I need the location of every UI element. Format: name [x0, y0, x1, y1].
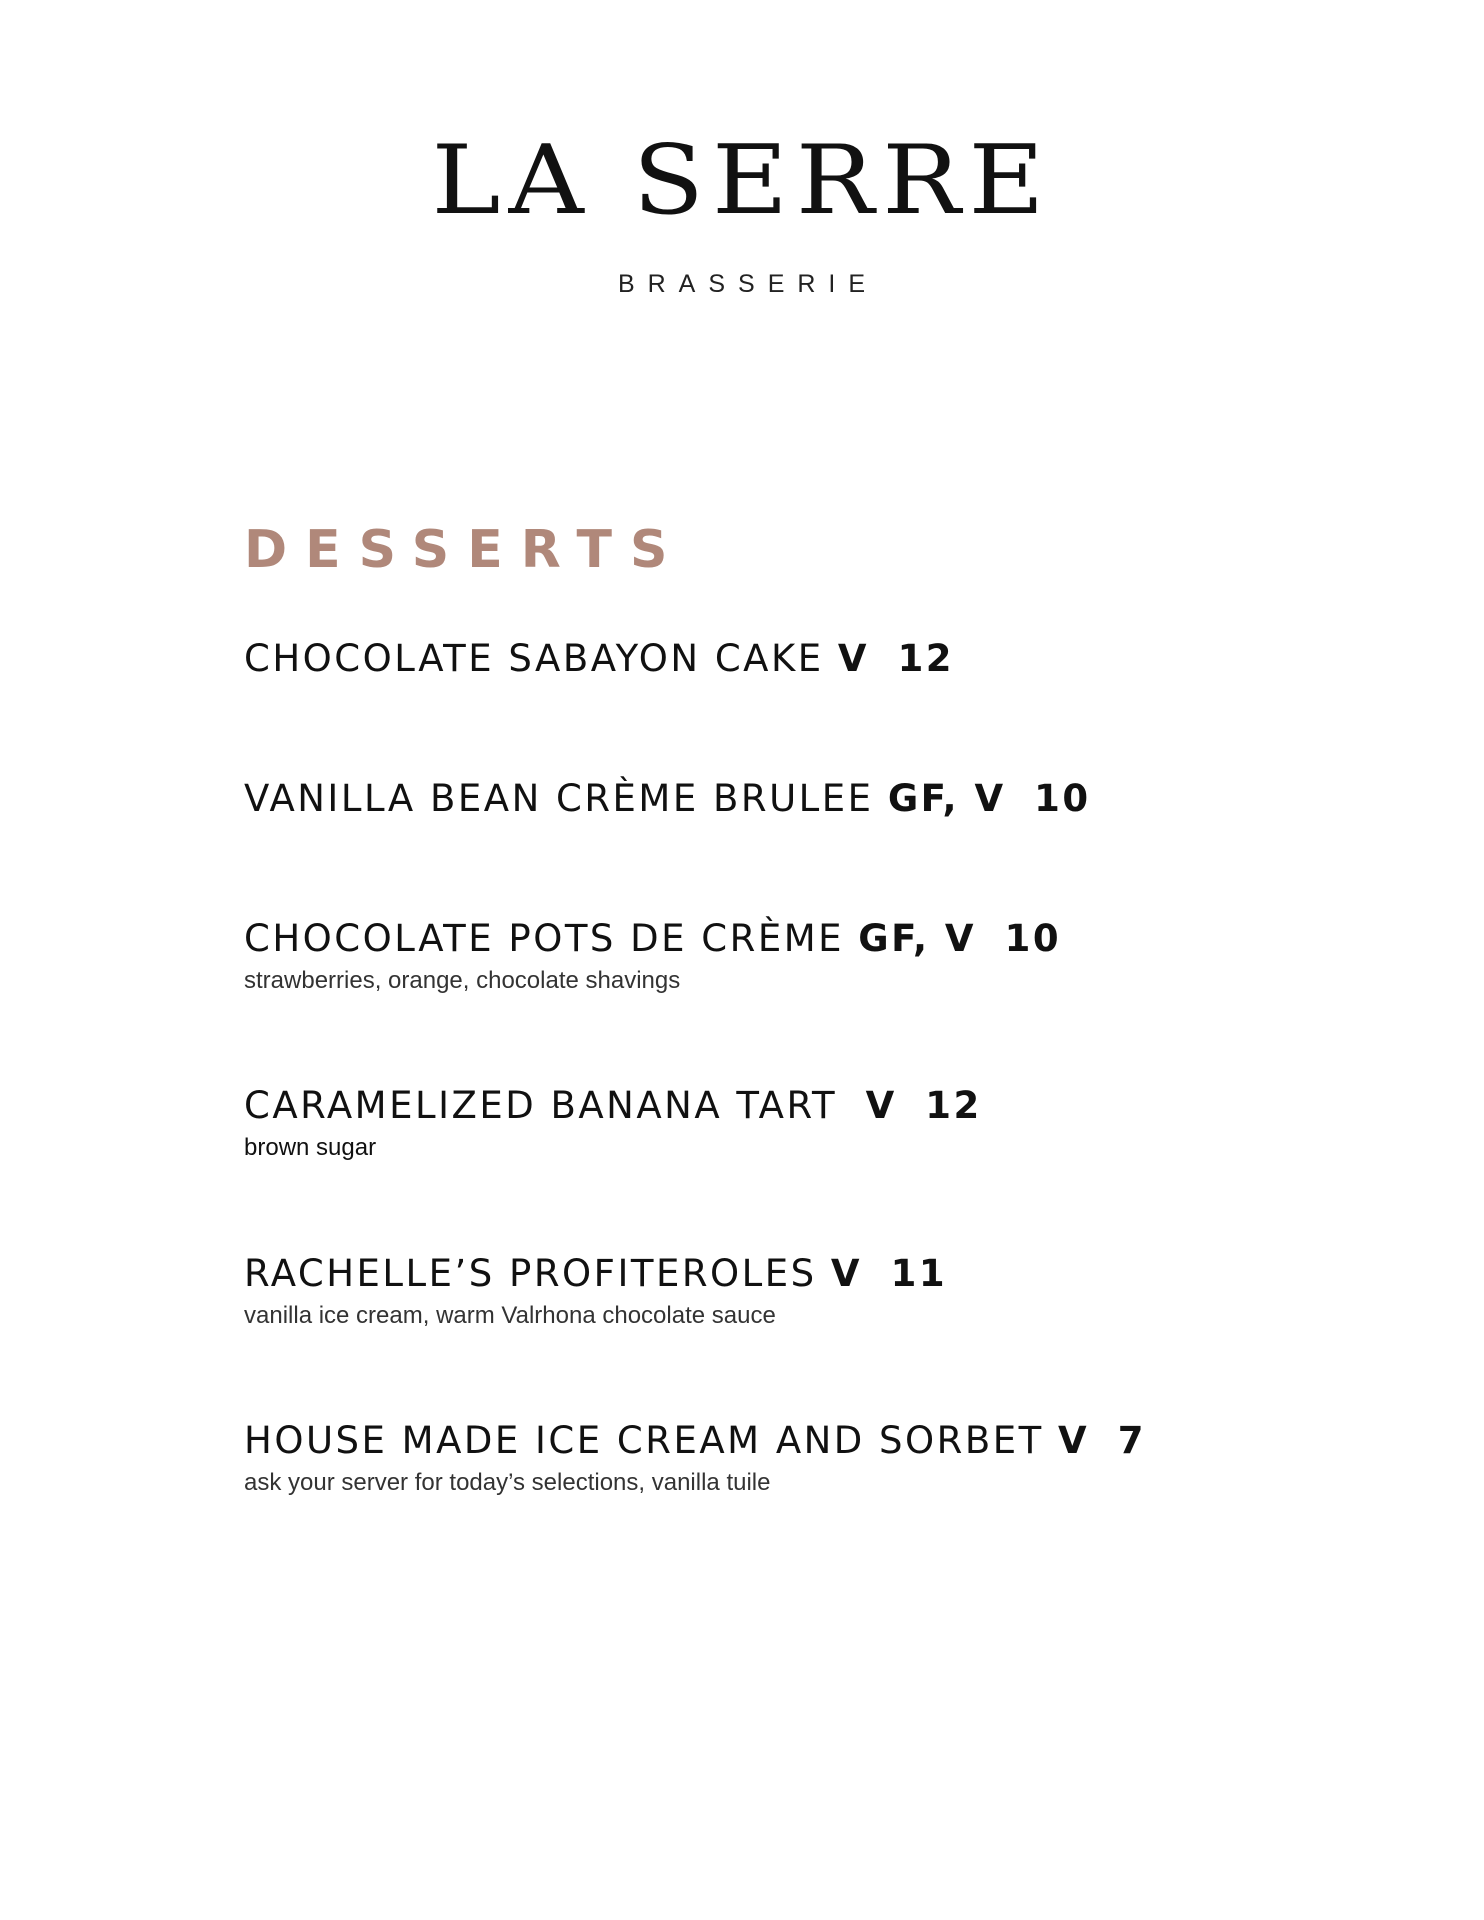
menu-item-price: 12 [925, 1084, 982, 1127]
menu-item-dietary-tags: GF, V [858, 917, 977, 960]
menu-item-line [244, 1252, 1424, 1295]
menu-item-dietary-tags: V [1058, 1419, 1090, 1462]
menu-item-description: vanilla ice cream, warm Valrhona chocolate sauce [244, 1302, 776, 1329]
menu-item-price: 10 [1004, 917, 1062, 960]
menu-item-dietary-tags: V [865, 1084, 897, 1127]
menu-item-price: 10 [1034, 777, 1091, 820]
menu-item-line [244, 917, 1424, 960]
menu-item-description: ask your server for today’s selections, vanilla tuile [244, 1469, 771, 1496]
menu-item-price: 7 [1117, 1419, 1146, 1462]
section-title: DESSERTS [244, 520, 686, 580]
menu-item-name: CHOCOLATE POTS DE CRÈME [244, 917, 845, 960]
menu-item-name: HOUSE MADE ICE CREAM AND SORBET [244, 1419, 1044, 1462]
menu-item [244, 1419, 1424, 1497]
menu-item-line [244, 1084, 1424, 1127]
menu-item-description: strawberries, orange, chocolate shavings [244, 967, 681, 994]
menu-item-line [244, 777, 1424, 820]
menu-item-name: CHOCOLATE SABAYON CAKE [244, 637, 824, 680]
menu-item-description: brown sugar [244, 1134, 377, 1161]
menu-item-dietary-tags: GF, V [887, 777, 1006, 820]
restaurant-logo-name: LA SERRE [431, 123, 1053, 237]
restaurant-logo-subtitle: BRASSERIE [617, 270, 879, 298]
menu-item-price: 12 [897, 637, 955, 680]
menu-item-line [244, 637, 1424, 680]
menu-item-dietary-tags: V [837, 637, 870, 680]
menu-item-line [244, 1419, 1424, 1462]
menu-item-price: 11 [890, 1252, 948, 1295]
menu-item [244, 1084, 1424, 1162]
menu-item [244, 1252, 1424, 1330]
menu-item-name: RACHELLE’S PROFITEROLES [244, 1252, 817, 1295]
menu-item-name: VANILLA BEAN CRÈME BRULEE [244, 777, 874, 820]
menu-item [244, 777, 1424, 820]
menu-item-dietary-tags: V [830, 1252, 863, 1295]
menu-item [244, 917, 1424, 995]
menu-item-name: CARAMELIZED BANANA TART [244, 1084, 838, 1127]
menu-item [244, 637, 1424, 680]
